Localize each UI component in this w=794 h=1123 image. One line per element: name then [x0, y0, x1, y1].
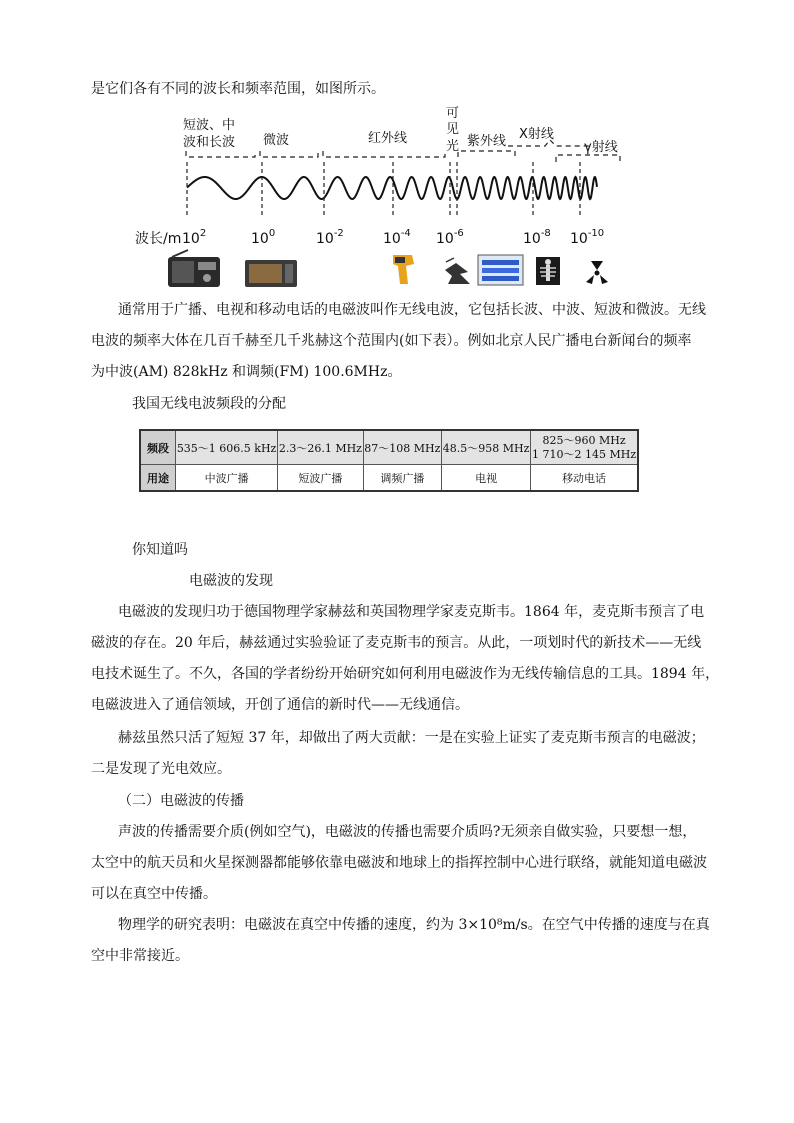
table-cell-line: 1 710～2 145 MHz — [531, 447, 637, 461]
tick-label: $10^{-4}$ — [383, 228, 411, 247]
tick-label: $10^0$ — [251, 228, 276, 247]
paragraph5-line2: 空中非常接近。 — [91, 948, 189, 964]
label-visible-2: 见 — [446, 122, 460, 137]
xray-icon — [536, 257, 560, 285]
table-row — [140, 465, 638, 492]
tick-labels — [182, 228, 604, 247]
paragraph2-line2: 磁波的存在。20 年后，赫兹通过实验验证了麦克斯韦的预言。从此，一项划时代的新技术——无线 — [91, 635, 702, 651]
table-row — [140, 430, 638, 465]
label-microwave: 微波 — [263, 133, 290, 148]
paragraph1-line3: 为中波(AM) 828kHz 和调频(FM) 100.6MHz。 — [91, 364, 402, 380]
label-ultraviolet: 紫外线 — [467, 134, 507, 149]
label-short-mid-long-1: 短波、中 — [183, 118, 236, 133]
table-cell: 2.3～26.1 MHz — [278, 430, 364, 465]
section2-title: （二）电磁波的传播 — [118, 793, 244, 809]
table-cell: 中波广播 — [176, 465, 278, 492]
table-cell: 移动电话 — [531, 465, 638, 492]
intro-text: 是它们各有不同的波长和频率范围，如图所示。 — [91, 81, 385, 97]
table-cell: 短波广播 — [278, 465, 364, 492]
paragraph3-line2: 二是发现了光电效应。 — [91, 761, 231, 777]
label-short-mid-long-2: 波和长波 — [183, 135, 236, 150]
frequency-allocation-table — [139, 429, 639, 492]
table-cell: 87～108 MHz — [363, 430, 441, 465]
axis-label: 波长/m — [135, 231, 182, 247]
tick-label: $10^2$ — [182, 228, 207, 247]
table-header-cell: 频段 — [140, 430, 176, 465]
table-cell: 48.5～958 MHz — [442, 430, 531, 465]
label-visible-1: 可 — [446, 106, 460, 121]
table-title: 我国无线电波频段的分配 — [132, 396, 286, 412]
paragraph5-line1: 物理学的研究表明：电磁波在真空中传播的速度，约为 3×10⁸m/s。在空气中传播的速度与在真 — [118, 917, 710, 933]
tick-label: $10^{-8}$ — [523, 228, 551, 247]
em-spectrum-figure — [0, 100, 794, 400]
paragraph4-line3: 可以在真空中传播。 — [91, 886, 217, 902]
tick-label: $10^{-6}$ — [436, 228, 464, 247]
label-infrared: 红外线 — [368, 131, 408, 146]
paragraph2-line1: 电磁波的发现归功于德国物理学家赫兹和英国物理学家麦克斯韦。1864 年，麦克斯韦预言了电 — [118, 604, 705, 620]
table-cell: 调频广播 — [363, 465, 441, 492]
paragraph3-line1: 赫兹虽然只活了短短 37 年，却做出了两大贡献：一是在实验上证实了麦克斯韦预言的电磁波； — [118, 730, 705, 746]
tick-label: $10^{-10}$ — [570, 228, 605, 247]
paragraph1-line2: 电波的频率大体在几百千赫至几千兆赫这个范围内(如下表）。例如北京人民广播电台新闻台的频率 — [91, 333, 692, 349]
infrared-thermometer-icon — [393, 255, 414, 284]
did-you-know-heading: 你知道吗 — [132, 542, 188, 558]
paragraph4-line1: 声波的传播需要介质(例如空气)，电磁波的传播也需要介质吗?无须亲自做实验，只要想一想， — [118, 824, 697, 840]
visible-light-icon — [445, 258, 470, 284]
paragraph2-line4: 电磁波进入了通信领域，开创了通信的新时代——无线通信。 — [91, 697, 469, 713]
uv-lamp-icon — [478, 255, 523, 285]
microwave-oven-icon — [245, 260, 297, 287]
table-cell: 535～1 606.5 kHz — [176, 430, 278, 465]
paragraph2-line3: 电技术诞生了。不久，各国的学者纷纷开始研究如何利用电磁波作为无线传输信息的工具。1894 年， — [91, 666, 720, 682]
label-gamma: γ射线 — [584, 140, 618, 155]
table-header-cell: 用途 — [140, 465, 176, 492]
tick-label: $10^{-2}$ — [316, 228, 344, 247]
paragraph1-line1: 通常用于广播、电视和移动电话的电磁波叫作无线电波，它包括长波、中波、短波和微波。无线 — [118, 302, 706, 318]
em-wave — [187, 177, 597, 199]
radio-icon — [168, 250, 220, 287]
radiation-icon — [583, 259, 611, 285]
label-xray: X射线 — [519, 127, 554, 142]
table-cell-line: 825～960 MHz — [542, 433, 626, 447]
paragraph4-line2: 太空中的航天员和火星探测器都能够依靠电磁波和地球上的指挥控制中心进行联络，就能知道电磁波 — [91, 855, 707, 871]
table-cell: 电视 — [442, 465, 531, 492]
table-cell — [531, 430, 638, 465]
discovery-title: 电磁波的发现 — [189, 573, 273, 589]
label-visible-3: 光 — [446, 139, 460, 154]
